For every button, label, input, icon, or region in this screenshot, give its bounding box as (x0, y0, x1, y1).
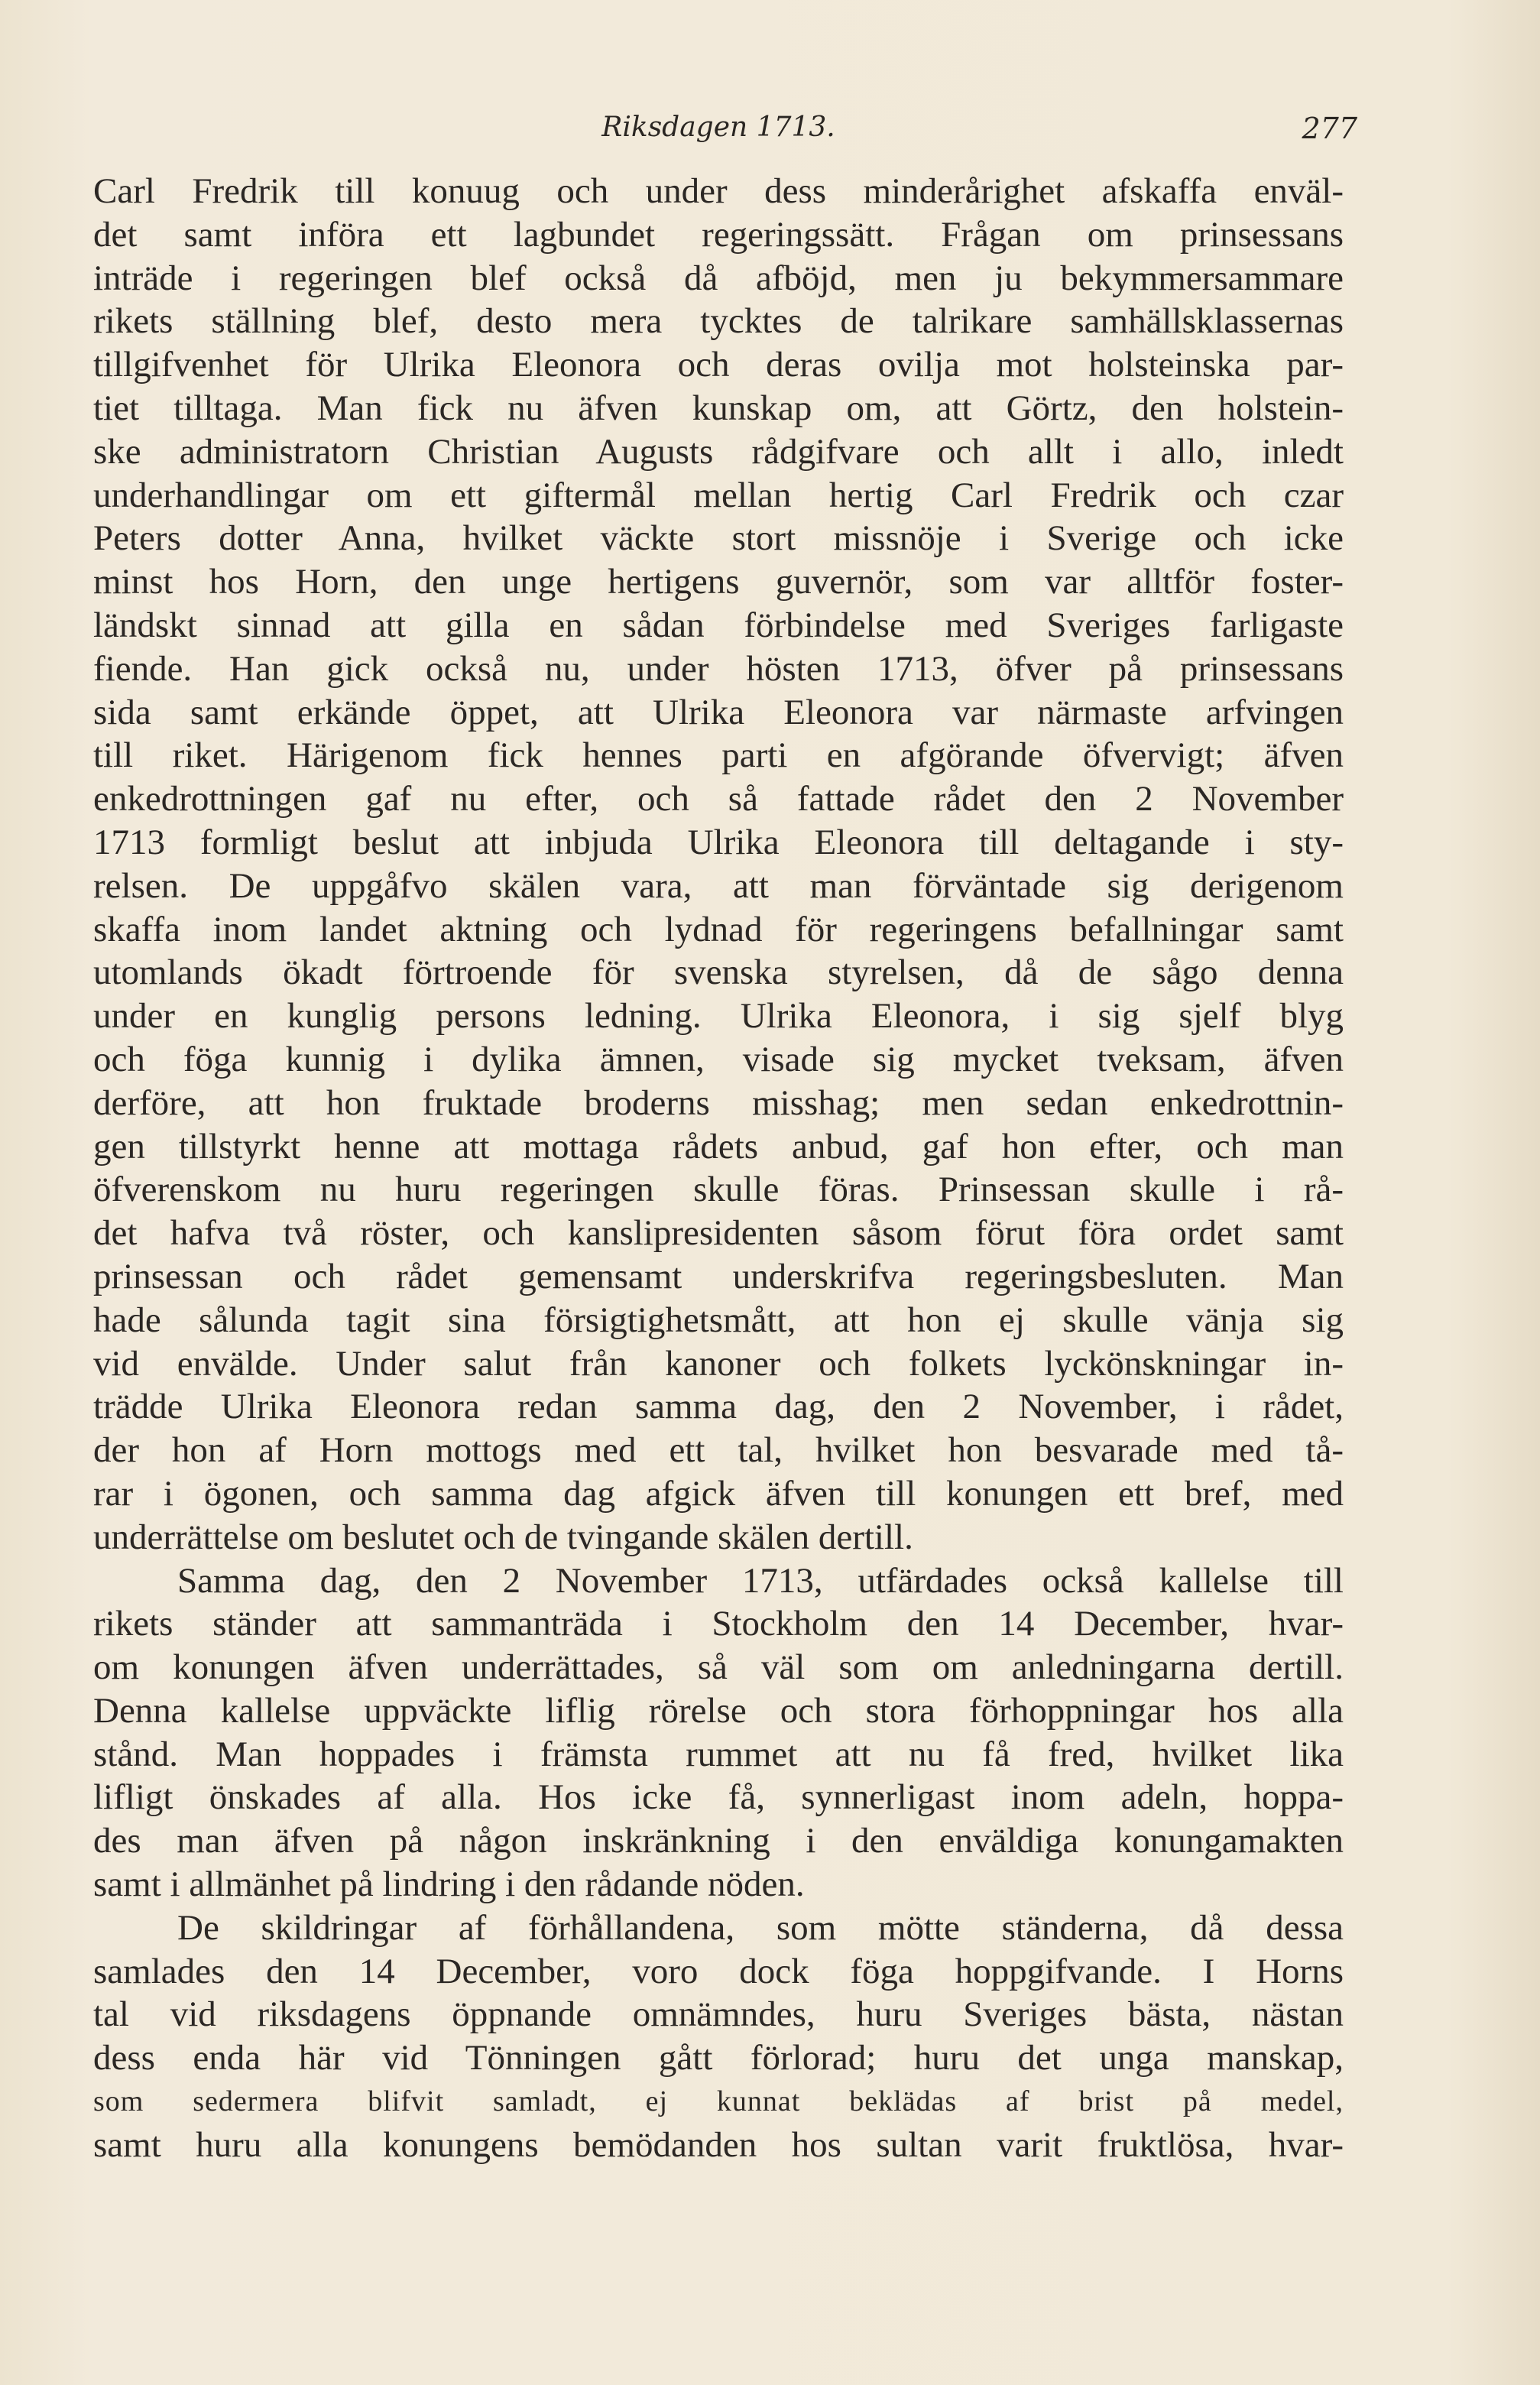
text-line: det samt införa ett lagbundet regeringssätt. Frågan om prinsessans (93, 214, 1344, 255)
text-line: fiende. Han gick också nu, under hösten 1713, öfver på prinsessans (93, 648, 1344, 689)
text-line: Carl Fredrik till konuug och under dess minderårighet afskaffa enväl- (93, 171, 1344, 211)
text-line: öfverenskom nu huru regeringen skulle föras. Prinsessan skulle i rå- (93, 1170, 1344, 1210)
text-line: lifligt önskades af alla. Hos icke få, synnerligast inom adeln, hoppa- (93, 1777, 1344, 1818)
text-line: ländskt sinnad att gilla en sådan förbindelse med Sveriges farligaste (93, 605, 1344, 645)
text-line: tal vid riksdagens öppnande omnämndes, huru Sveriges bästa, nästan (93, 1994, 1344, 2035)
text-line: tiet tilltaga. Man fick nu äfven kunskap om, att Görtz, den holstein- (93, 388, 1344, 428)
text-line: rar i ögonen, och samma dag afgick äfven till konungen ett bref, med (93, 1473, 1344, 1514)
text-line: det hafva två röster, och kanslipresidenten såsom förut föra ordet samt (93, 1213, 1344, 1254)
body-text (93, 170, 1344, 2167)
text-line: 1713 formligt beslut att inbjuda Ulrika Eleonora till deltagande i sty- (93, 822, 1344, 862)
paragraph-start-line: De skildringar af förhållandena, som mötte ständerna, då dessa (177, 1907, 1344, 1948)
text-line: underhandlingar om ett giftermål mellan hertig Carl Fredrik och czar (93, 475, 1344, 515)
text-line: Denna kallelse uppväckte liflig rörelse och stora förhoppningar hos alla (93, 1690, 1344, 1731)
text-line: samlades den 14 December, voro dock föga hoppgifvande. I Horns (93, 1951, 1344, 1991)
text-line: minst hos Horn, den unge hertigens guvernör, som var alltför foster- (93, 562, 1344, 602)
text-line: relsen. De uppgåfvo skälen vara, att man förväntade sig derigenom (93, 865, 1344, 906)
text-line: tillgifvenhet för Ulrika Eleonora och deras ovilja mot holsteinska par- (93, 345, 1344, 385)
text-line: vid envälde. Under salut från kanoner och folkets lyckönskningar in- (93, 1343, 1344, 1384)
text-line: utomlands ökadt förtroende för svenska styrelsen, då de sågo denna (93, 952, 1344, 993)
paragraph-start-line: Samma dag, den 2 November 1713, utfärdades också kallelse till (177, 1560, 1344, 1601)
text-line: ske administratorn Christian Augusts rådgifvare och allt i allo, inledt (93, 431, 1344, 472)
text-line: des man äfven på någon inskränkning i den enväldiga konungamakten (93, 1821, 1344, 1861)
paragraph-end-line: samt i allmänhet på lindring i den rådande nöden. (93, 1864, 805, 1905)
text-line: trädde Ulrika Eleonora redan samma dag, den 2 November, i rådet, (93, 1387, 1344, 1427)
text-line: samt huru alla konungens bemödanden hos sultan varit fruktlösa, hvar- (93, 2124, 1344, 2165)
paragraph-end-line: underrättelse om beslutet och de tvingande skälen dertill. (93, 1517, 913, 1557)
text-line: inträde i regeringen blef också då afböjd, men ju bekymmersammare (93, 258, 1344, 298)
text-line: och föga kunnig i dylika ämnen, visade sig mycket tveksam, äfven (93, 1039, 1344, 1079)
text-line: till riket. Härigenom fick hennes parti en afgörande öfvervigt; äfven (93, 735, 1344, 776)
text-line: som sedermera blifvit samladt, ej kunnat beklädas af brist på medel, (93, 2085, 1344, 2118)
text-line: derföre, att hon fruktade broderns misshag; men sedan enkedrottnin- (93, 1082, 1344, 1123)
text-line: der hon af Horn mottogs med ett tal, hvilket hon besvarade med tå- (93, 1430, 1344, 1471)
text-line: stånd. Man hoppades i främsta rummet att nu få fred, hvilket lika (93, 1734, 1344, 1774)
text-line: om konungen äfven underrättades, så väl som om anledningarna dertill. (93, 1647, 1344, 1688)
text-line: hade sålunda tagit sina försigtighetsmått, att hon ej skulle vänja sig (93, 1300, 1344, 1340)
page-header (92, 105, 1357, 151)
text-line: prinsessan och rådet gemensamt underskrifva regeringsbesluten. Man (93, 1256, 1344, 1296)
page-number: 277 (1302, 112, 1357, 145)
text-line: dess enda här vid Tönningen gått förlorad; huru det unga manskap, (93, 2038, 1344, 2078)
text-line: enkedrottningen gaf nu efter, och så fattade rådet den 2 November (93, 779, 1344, 819)
text-line: sida samt erkände öppet, att Ulrika Eleonora var närmaste arfvingen (93, 692, 1344, 732)
running-title: Riksdagen 1713. (601, 112, 835, 143)
text-line: Peters dotter Anna, hvilket väckte stort missnöje i Sverige och icke (93, 518, 1344, 559)
text-line: skaffa inom landet aktning och lydnad för regeringens befallningar samt (93, 909, 1344, 949)
text-line: under en kunglig persons ledning. Ulrika Eleonora, i sig sjelf blyg (93, 996, 1344, 1037)
text-line: gen tillstyrkt henne att mottaga rådets anbud, gaf hon efter, och man (93, 1126, 1344, 1167)
text-line: rikets ständer att sammanträda i Stockholm den 14 December, hvar- (93, 1604, 1344, 1644)
text-line: rikets ställning blef, desto mera tycktes de talrikare samhällsklassernas (93, 301, 1344, 342)
